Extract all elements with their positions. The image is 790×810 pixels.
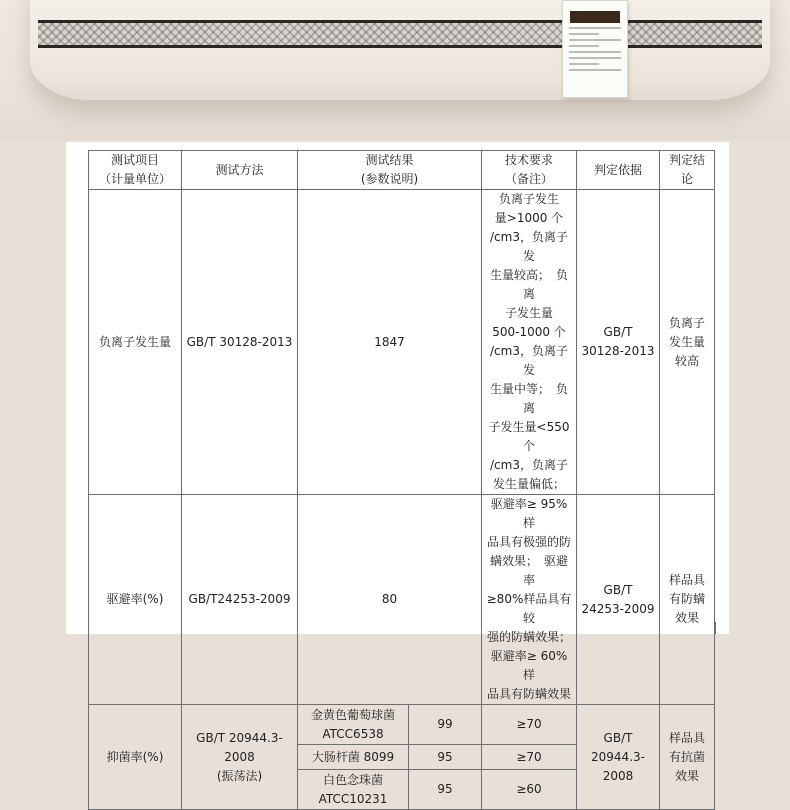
table-continuation: [88, 622, 716, 634]
cell-bacteria-value: 95: [409, 770, 482, 810]
cell-bacteria-value: 95: [409, 745, 482, 770]
cell-bacteria-name: 白色念珠菌 ATCC10231: [298, 770, 409, 810]
cell-item: 抑菌率(%): [89, 705, 182, 810]
cell-basis: GB/T 24253-2009: [577, 495, 660, 705]
cell-method: GB/T24253-2009: [182, 495, 298, 705]
header-basis: 判定依据: [577, 151, 660, 190]
cell-result: 1847: [298, 190, 482, 495]
pillow-mesh-band: [38, 20, 762, 48]
cell-item: 驱避率(%): [89, 495, 182, 705]
table-header-row: [89, 151, 715, 190]
cell-bacteria-value: 99: [409, 705, 482, 745]
table-row-mite-repellent: [89, 495, 715, 705]
cell-bacteria-requirement: ≥70: [482, 705, 577, 745]
pillow-photo: [0, 0, 790, 140]
cell-method: GB/T 30128-2013: [182, 190, 298, 495]
cell-bacteria-requirement: ≥60: [482, 770, 577, 810]
cell-method: GB/T 20944.3-2008 (振荡法): [182, 705, 298, 810]
header-test-item: 测试项目 （计量单位）: [89, 151, 182, 190]
test-report-table: [88, 150, 715, 810]
table-row-antibacterial: [89, 705, 715, 745]
cell-basis: GB/T 20944.3-2008: [577, 705, 660, 810]
header-test-method: 测试方法: [182, 151, 298, 190]
cell-conclusion: 负离子 发生量 较高: [660, 190, 715, 495]
pillow-label-tag: [562, 0, 628, 98]
header-test-result: 测试结果 (参数说明): [298, 151, 482, 190]
cell-conclusion: 样品具 有抗菌 效果: [660, 705, 715, 810]
cell-item: 负离子发生量: [89, 190, 182, 495]
table-row-anion: [89, 190, 715, 495]
pillow-image: [30, 0, 770, 100]
cell-bacteria-name: 大肠杆菌 8099: [298, 745, 409, 770]
cell-requirement: 驱避率≥ 95%样 品具有极强的防 螨效果； 驱避率 ≥80%样品具有较 强的防螨效果； 驱避率≥ 60%样 品具有防螨效果: [482, 495, 577, 705]
brand-logo: [570, 11, 620, 23]
header-technical-requirement: 技术要求 （备注）: [482, 151, 577, 190]
cell-bacteria-name: 金黄色葡萄球菌 ATCC6538: [298, 705, 409, 745]
cell-result: 80: [298, 495, 482, 705]
header-conclusion: 判定结 论: [660, 151, 715, 190]
cell-bacteria-requirement: ≥70: [482, 745, 577, 770]
cell-requirement: 负离子发生 量>1000 个 /cm3，负离子发 生量较高； 负离 子发生量 500-1000 个 /cm3，负离子发 生量中等； 负离 子发生量<550 个 /cm3，负离子 发生量偏低；: [482, 190, 577, 495]
cell-conclusion: 样品具 有防螨 效果: [660, 495, 715, 705]
test-report-panel: [66, 142, 729, 806]
cell-basis: GB/T 30128-2013: [577, 190, 660, 495]
